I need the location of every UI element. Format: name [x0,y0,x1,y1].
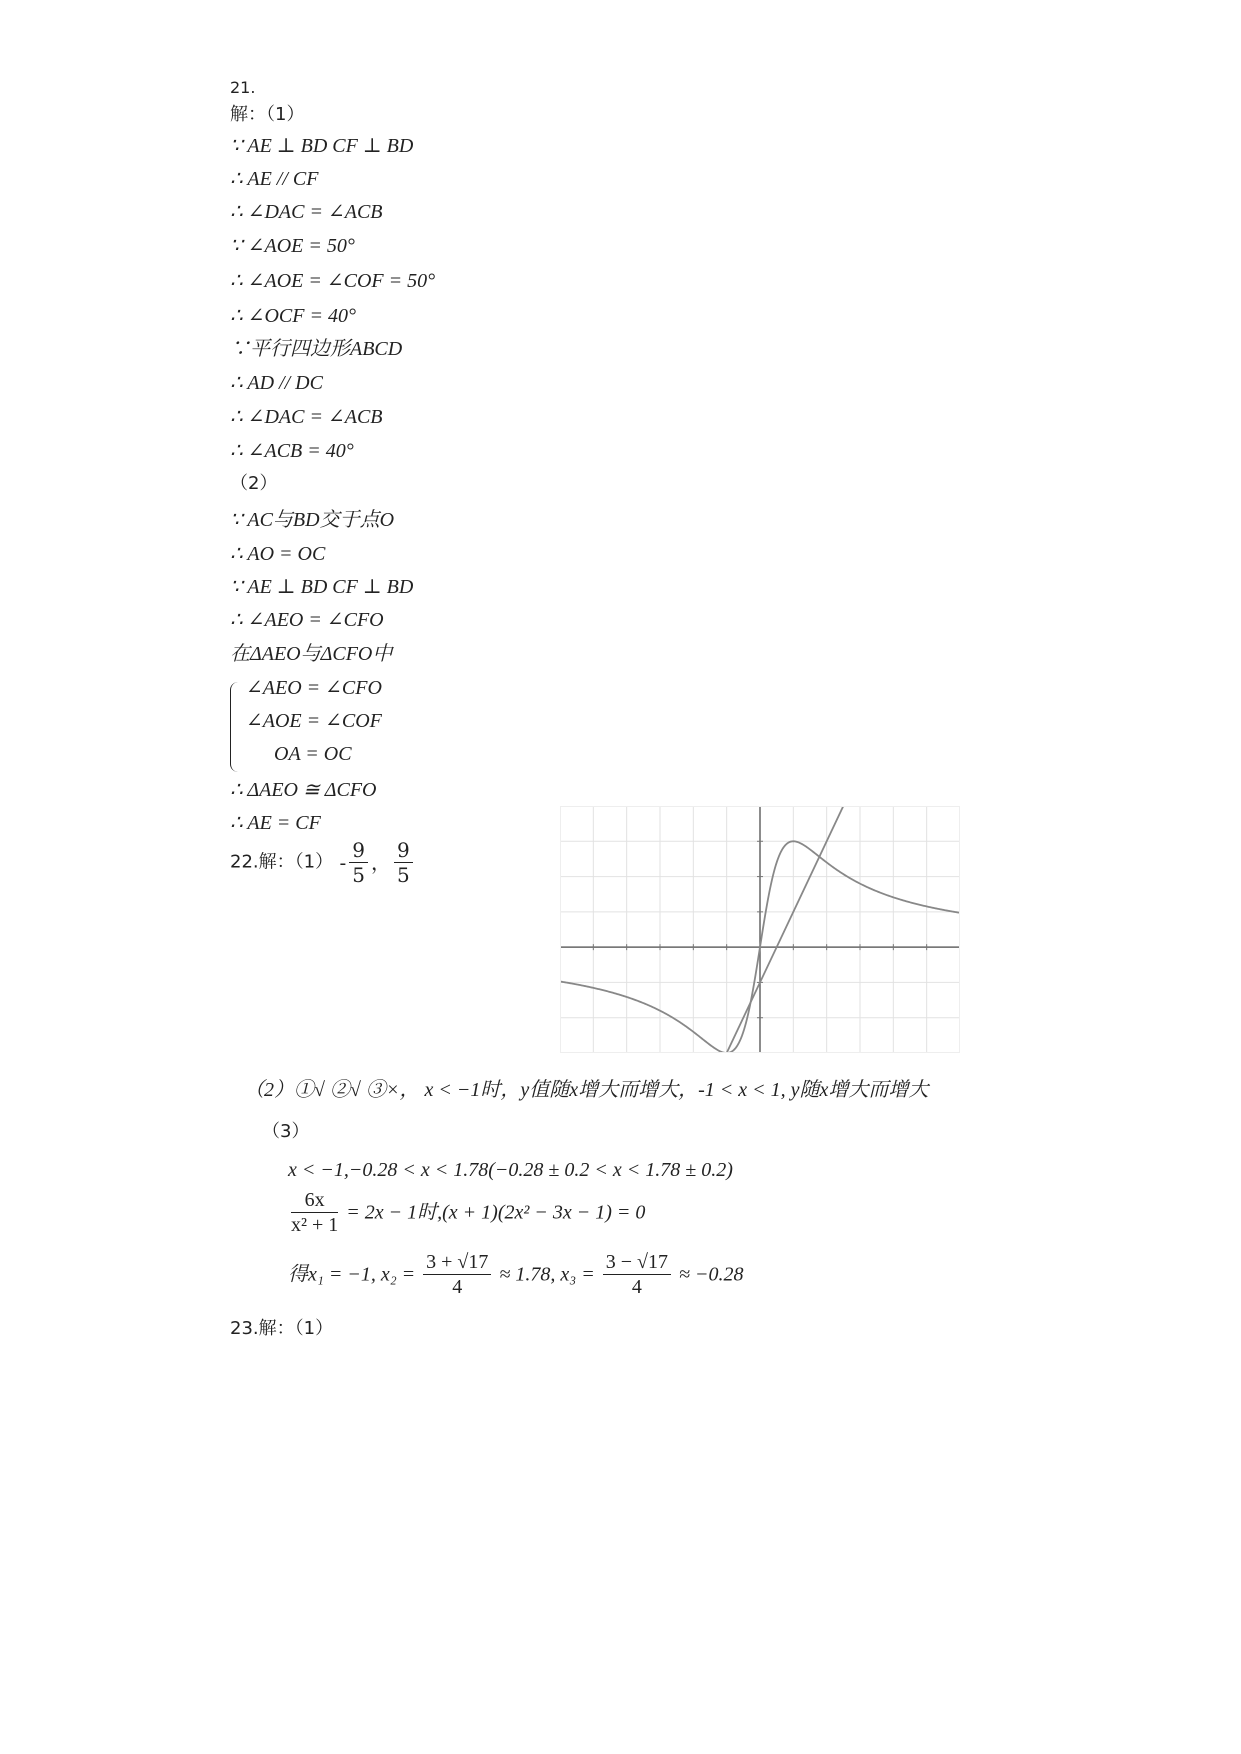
q21-number: 21. [230,78,256,97]
q22-frac-num: 9 [349,840,368,863]
q22-eq-den: x² + 1 [291,1214,339,1236]
system-brace [230,682,241,772]
q22-res-end: ≈ −0.28 [674,1263,744,1286]
q22-part3-label: （3） [262,1121,310,1142]
q21-part2-label: （2） [230,473,278,494]
q21-proof-2: ∴ AO = OC [230,543,326,565]
q22-res-pre: 得x₁ = −1, x₂ = [288,1263,421,1286]
q21-system-1: ∠AEO = ∠CFO [246,677,382,699]
q22-res-frac-1 [423,1252,491,1297]
q21-proof-4: ∴ ∠AEO = ∠CFO [230,609,384,631]
q21-step-10: ∴ ∠ACB = 40° [230,440,354,462]
q22-eq-fraction [291,1190,338,1235]
q21-step-8: ∴ AD // DC [230,372,323,394]
q22-res-n1: 3 + √17 [423,1252,491,1275]
q22-part1 [230,840,416,885]
function-graph [560,806,960,1053]
q22-part2: （2）①√ ②√ ③×， x < −1时，y值随x增大而增大，-1 < x < 1, y随x增大而增大 [244,1079,929,1101]
q21-proof-6: ∴ ΔAEO ≅ ΔCFO [230,779,377,801]
q22-result [288,1252,743,1297]
q22-eq-num: 6x [291,1190,338,1213]
q21-proof-1: ∵ AC与BD交于点O [230,509,395,531]
q21-step-7: ∵平行四边形ABCD [230,338,403,360]
q21-step-5: ∴ ∠AOE = ∠COF = 50° [230,270,436,292]
q21-step-1: ∵ AE ⊥ BD CF ⊥ BD [230,135,414,157]
q21-proof-7: ∴ AE = CF [230,812,321,834]
q21-step-9: ∴ ∠DAC = ∠ACB [230,406,383,428]
q22-res-d2: 4 [631,1276,642,1298]
q21-proof-5: 在ΔAEO与ΔCFO中 [230,643,393,665]
q22-res-frac-2 [603,1252,671,1297]
q22-interval: x < −1,−0.28 < x < 1.78(−0.28 ± 0.2 < x < 1.78 ± 0.2) [288,1159,733,1181]
q22-equation [288,1190,645,1235]
q21-system-3: OA = OC [274,743,352,765]
q22-res-n2: 3 − √17 [603,1252,671,1275]
q22-label: 22.解：（1） [230,851,334,873]
q21-step-6: ∴ ∠OCF = 40° [230,305,356,327]
q21-step-4: ∵ ∠AOE = 50° [230,235,355,257]
q21-part1-label: 解：（1） [230,104,305,125]
q21-step-3: ∴ ∠DAC = ∠ACB [230,201,383,223]
q22-frac-den-2: 5 [396,863,410,887]
q22-res-d1: 4 [452,1276,463,1298]
q21-step-2: ∴ AE // CF [230,168,319,190]
q22-neg-sign: - [339,850,347,875]
q22-fraction-neg [349,840,368,885]
q22-separator: ， [370,850,391,875]
q22-frac-num-2: 9 [394,840,413,863]
q23-label: 23.解：（1） [230,1318,334,1339]
q22-fraction-pos [394,840,413,885]
q21-system-2: ∠AOE = ∠COF [246,710,382,732]
q21-proof-3: ∵ AE ⊥ BD CF ⊥ BD [230,576,414,598]
q22-frac-den: 5 [352,863,365,887]
q22-eq-rest: = 2x − 1时,(x + 1)(2x² − 3x − 1) = 0 [341,1201,646,1224]
q22-res-mid: ≈ 1.78, x₃ = [494,1263,600,1286]
line-2x-minus-1 [727,806,844,1053]
